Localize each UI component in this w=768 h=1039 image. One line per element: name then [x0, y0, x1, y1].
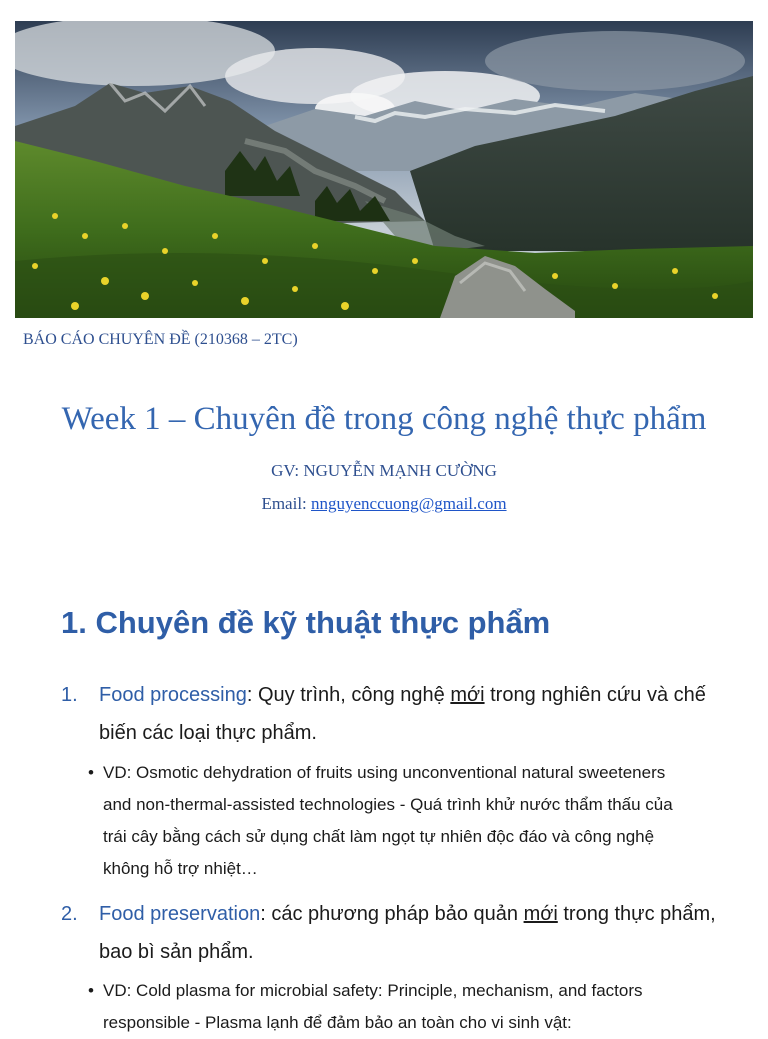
item-text-before: : Quy trình, công nghệ — [246, 684, 451, 706]
bullet: • — [88, 981, 94, 1000]
list-number: 1. — [61, 684, 78, 706]
lecturer-name: GV: NGUYỄN MẠNH CƯỜNG — [271, 461, 497, 480]
item-emphasis: mới — [450, 684, 485, 706]
item-term: Food processing — [99, 684, 247, 706]
item-emphasis: mới — [523, 903, 558, 925]
document-title: Week 1 – Chuyên đề trong công nghệ thực phẩm — [61, 401, 707, 437]
item-text-before: : các phương pháp bảo quản — [260, 903, 524, 925]
bullet: • — [88, 763, 94, 782]
list-item-food-preservation — [61, 895, 721, 971]
list-item-example — [88, 757, 688, 885]
list-item-food-processing — [61, 676, 721, 752]
example-text: VD: Osmotic dehydration of fruits using unconventional natural sweeteners and non-thermal-assisted technologies - Quá trình khử nước thẩm thấu của trái cây bằng cách sử dụng chất làm ngọt tự nhiên độc đáo và công nghệ không hỗ trợ nhiệt… — [103, 763, 673, 878]
item-text-after: trong nghiên cứu và chế biến các loại thực phẩm. — [99, 684, 706, 744]
contact-line — [0, 494, 768, 514]
list-number: 2. — [61, 903, 78, 925]
item-term: Food preservation — [99, 903, 261, 925]
section-heading: 1. Chuyên đề kỹ thuật thực phẩm — [61, 605, 551, 640]
item-text-after: trong thực phẩm, bao bì sản phẩm. — [99, 903, 716, 963]
email-label: Email: — [261, 494, 312, 513]
example-text: VD: Cold plasma for microbial safety: Principle, mechanism, and factors responsible - Plasma lạnh để đảm bảo an toàn cho vi sinh vật: — [103, 981, 643, 1032]
report-code: BÁO CÁO CHUYÊN ĐỀ (210368 – 2TC) — [23, 331, 298, 348]
header-landscape-image — [15, 21, 753, 318]
email-link[interactable]: nnguyenccuong@gmail.com — [311, 494, 507, 513]
list-item-example — [88, 975, 688, 1039]
